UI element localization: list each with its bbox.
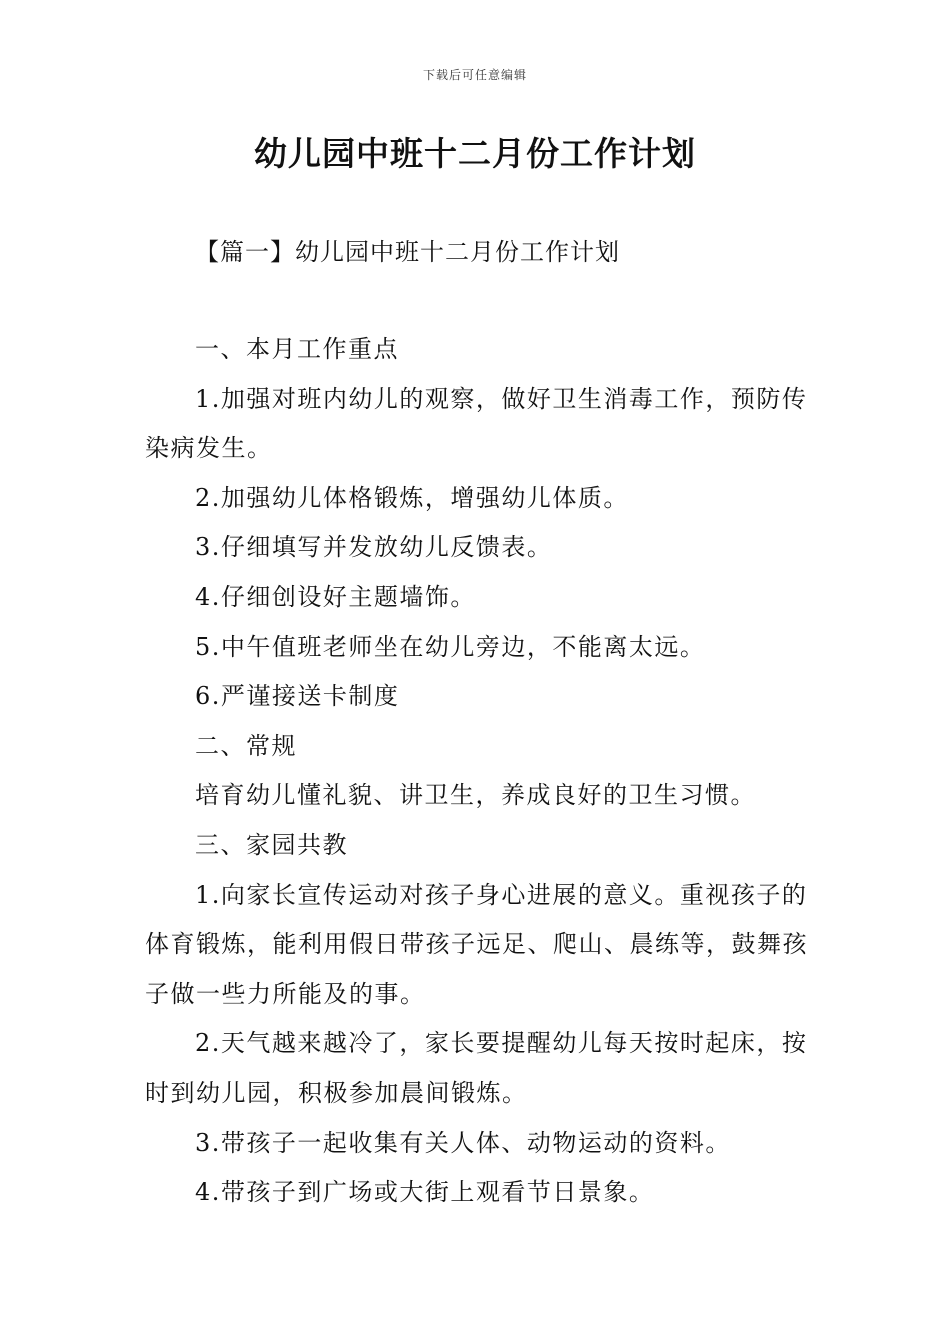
document-subtitle: 【篇一】幼儿园中班十二月份工作计划 [195,238,620,266]
list-item: 6.严谨接送卡制度 [195,682,400,711]
section-heading-routine: 二、常规 [195,731,297,760]
list-item: 3.带孩子一起收集有关人体、动物运动的资料。 [195,1128,731,1157]
list-item: 2.加强幼儿体格锻炼，增强幼儿体质。 [195,483,629,512]
list-item: 2.天气越来越冷了，家长要提醒幼儿每天按时起床，按时到幼儿园，积极参加晨间锻炼。 [145,1029,808,1107]
list-item: 1.加强对班内幼儿的观察，做好卫生消毒工作，预防传染病发生。 [145,384,808,463]
paragraph: 培育幼儿懂礼貌、讲卫生，养成良好的卫生习惯。 [195,781,756,810]
list-item: 3.仔细填写并发放幼儿反馈表。 [195,533,553,562]
list-item: 4.仔细创设好主题墙饰。 [195,582,476,611]
section-heading-focus: 一、本月工作重点 [195,335,399,363]
list-item: 4.带孩子到广场或大街上观看节日景象。 [195,1178,655,1207]
document-title: 幼儿园中班十二月份工作计划 [254,134,696,173]
header-note: 下载后可任意编辑 [422,68,527,82]
section-heading-home-school: 三、家园共教 [195,830,348,859]
list-item: 5.中午值班老师坐在幼儿旁边，不能离太远。 [195,632,706,661]
document-body [145,325,810,1218]
list-item: 1.向家长宣传运动对孩子身心进展的意义。重视孩子的体育锻炼，能利用假日带孩子远足、爬山、晨练等，鼓舞孩子做一些力所能及的事。 [145,880,808,1008]
